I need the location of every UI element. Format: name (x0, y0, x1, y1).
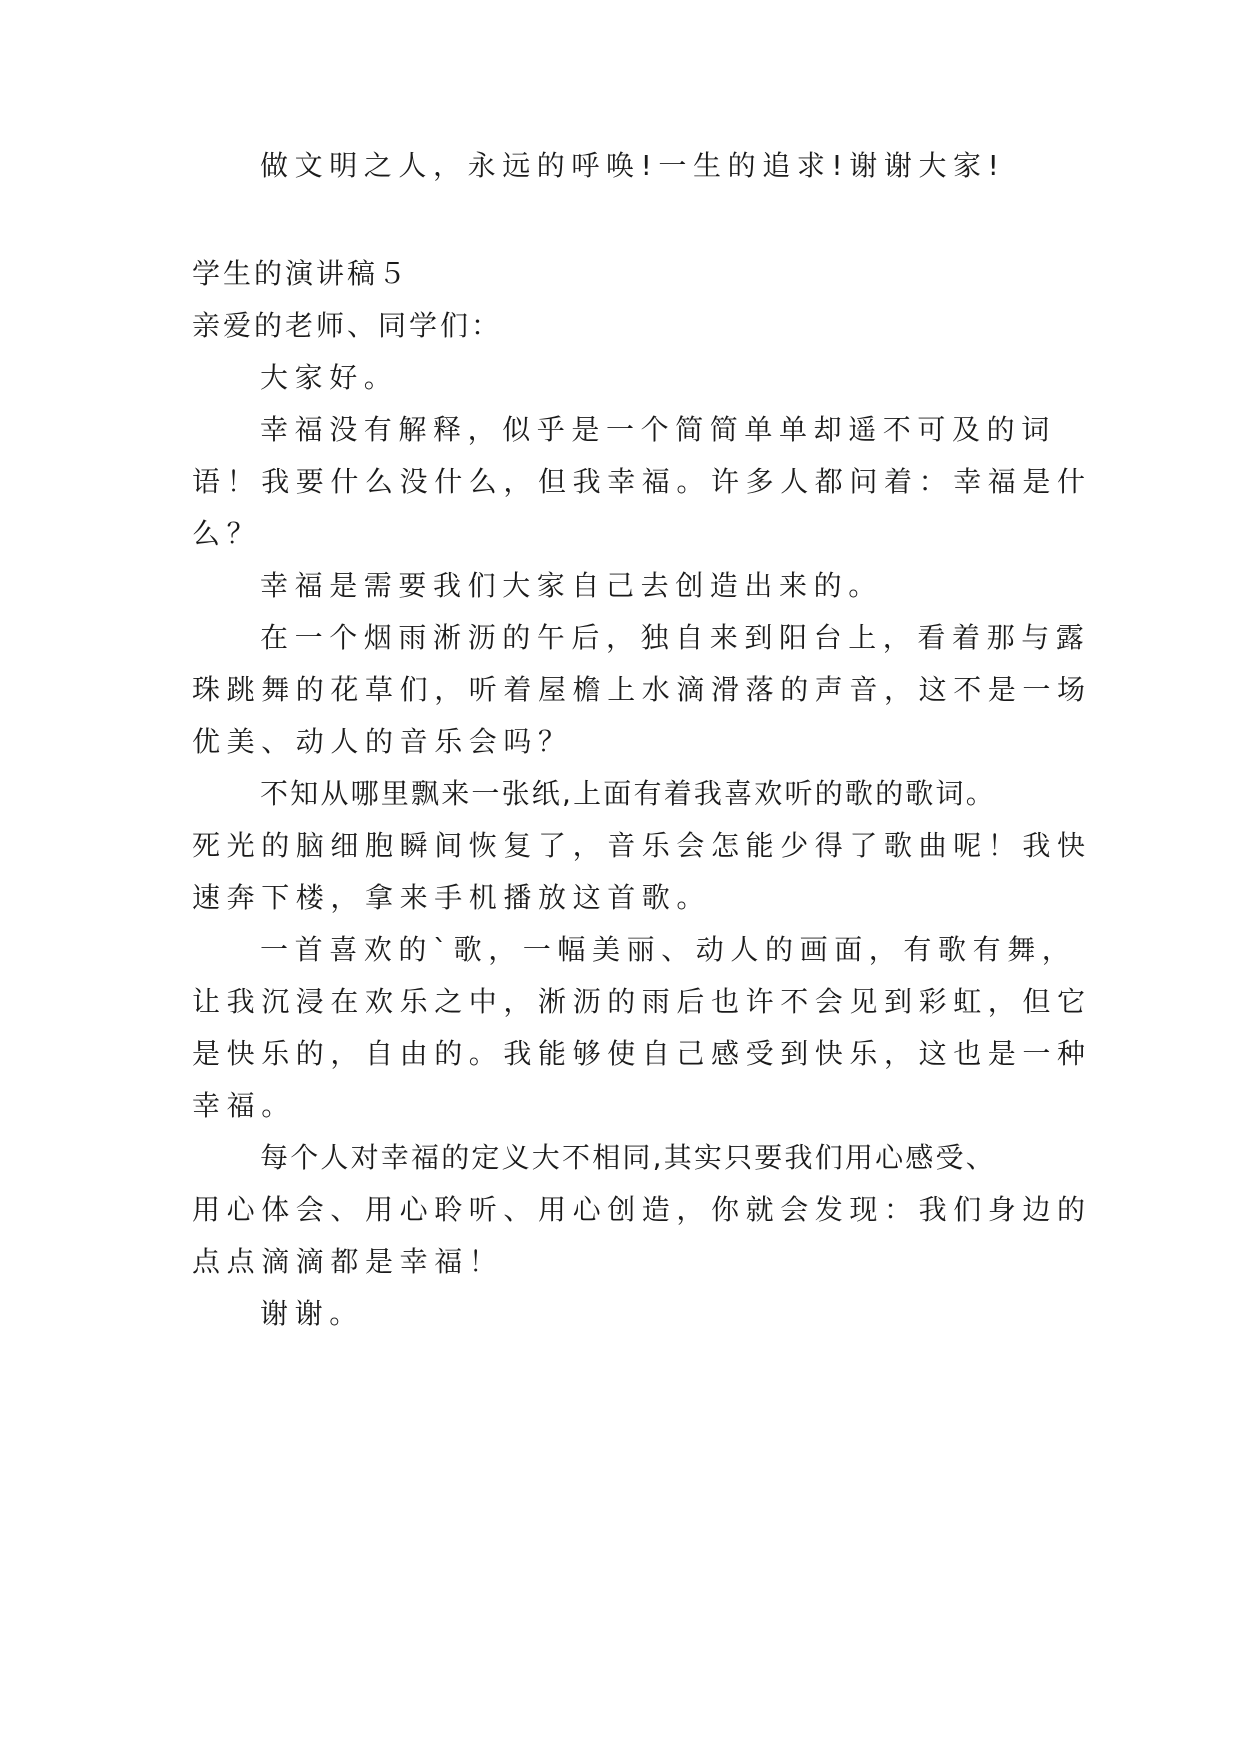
paragraph-line: 速奔下楼，拿来手机播放这首歌。 (192, 881, 712, 914)
paragraph-line: 一首喜欢的`歌，一幅美丽、动人的画面，有歌有舞， (260, 933, 1077, 966)
paragraph-line: 珠跳舞的花草们，听着屋檐上水滴滑落的声音，这不是一场 (192, 673, 1092, 706)
paragraph-line: 在一个烟雨淅沥的午后，独自来到阳台上，看着那与露 (260, 621, 1091, 654)
paragraph-line: 不知从哪里飘来一张纸,上面有着我喜欢听的歌的歌词。 (260, 777, 996, 810)
salutation: 亲爱的老师、同学们： (192, 309, 503, 342)
paragraph-line: 是快乐的，自由的。我能够使自己感受到快乐，这也是一种 (192, 1037, 1092, 1070)
paragraph-line: 幸福是需要我们大家自己去创造出来的。 (260, 569, 883, 602)
paragraph-line: 每个人对幸福的定义大不相同,其实只要我们用心感受、 (260, 1141, 996, 1174)
paragraph-line: 幸福。 (192, 1089, 296, 1122)
paragraph-line: 让我沉浸在欢乐之中，淅沥的雨后也许不会见到彩虹，但它 (192, 985, 1092, 1018)
thanks-line: 谢谢。 (260, 1297, 364, 1330)
paragraph-line: 幸福没有解释，似乎是一个简简单单却遥不可及的词 (260, 413, 1056, 446)
paragraph-line: 优美、动人的音乐会吗？ (192, 725, 573, 758)
paragraph-line: 死光的脑细胞瞬间恢复了，音乐会怎能少得了歌曲呢！我快 (192, 829, 1092, 862)
paragraph-line: 么？ (192, 517, 262, 550)
closing-line: 做文明之人，永远的呼唤!一生的追求!谢谢大家! (260, 149, 1006, 182)
greeting: 大家好。 (260, 361, 399, 394)
paragraph-line: 点点滴滴都是幸福！ (192, 1245, 504, 1278)
paragraph-line: 语！我要什么没什么，但我幸福。许多人都问着：幸福是什 (192, 465, 1092, 498)
document-title: 学生的演讲稿５ (192, 257, 410, 290)
paragraph-line: 用心体会、用心聆听、用心创造，你就会发现：我们身边的 (192, 1193, 1092, 1226)
